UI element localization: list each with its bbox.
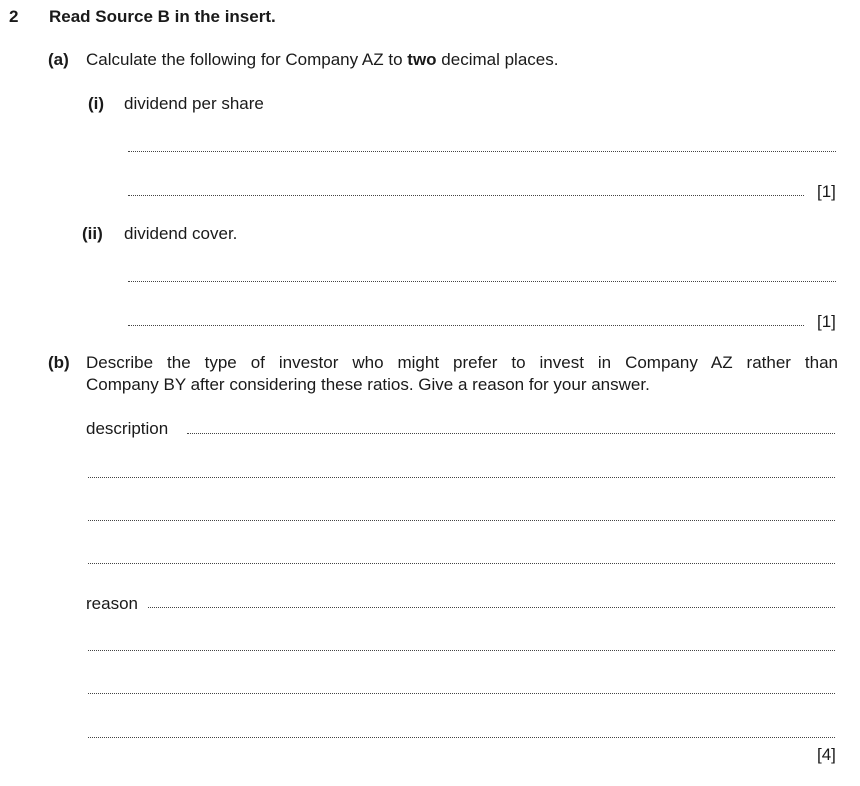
description-line-1[interactable] — [187, 433, 835, 434]
reason-line-1[interactable] — [148, 607, 835, 608]
sub-i-text: dividend per share — [124, 94, 264, 113]
question-number: 2 — [9, 7, 19, 26]
reason-line-4[interactable] — [88, 737, 835, 738]
mark-i: [1] — [817, 182, 836, 201]
reason-label: reason — [86, 594, 138, 613]
mark-b: [4] — [817, 745, 836, 764]
part-b-instruction-line-1: Describe the type of investor who might prefer to invest in Company AZ rather than — [86, 353, 838, 372]
part-b-label: (b) — [48, 353, 70, 372]
part-a-label: (a) — [48, 50, 69, 69]
description-label: description — [86, 419, 169, 438]
part-b-instruction-line-2: Company BY after considering these ratios. Give a reason for your answer. — [86, 375, 650, 394]
answer-line-ii-1[interactable] — [128, 281, 836, 282]
reason-line-3[interactable] — [88, 693, 835, 694]
part-a-instruction: Calculate the following for Company AZ to two decimal places. — [86, 50, 559, 69]
description-line-3[interactable] — [88, 520, 835, 521]
reason-line-2[interactable] — [88, 650, 835, 651]
sub-ii-text: dividend cover. — [124, 224, 238, 243]
answer-line-i-2[interactable] — [128, 195, 804, 196]
question-title: Read Source B in the insert. — [49, 7, 276, 26]
mark-ii: [1] — [817, 312, 836, 331]
description-line-4[interactable] — [88, 563, 835, 564]
answer-line-ii-2[interactable] — [128, 325, 804, 326]
sub-ii-label: (ii) — [82, 224, 103, 243]
description-line-2[interactable] — [88, 477, 835, 478]
answer-line-i-1[interactable] — [128, 151, 836, 152]
sub-i-label: (i) — [88, 94, 105, 113]
